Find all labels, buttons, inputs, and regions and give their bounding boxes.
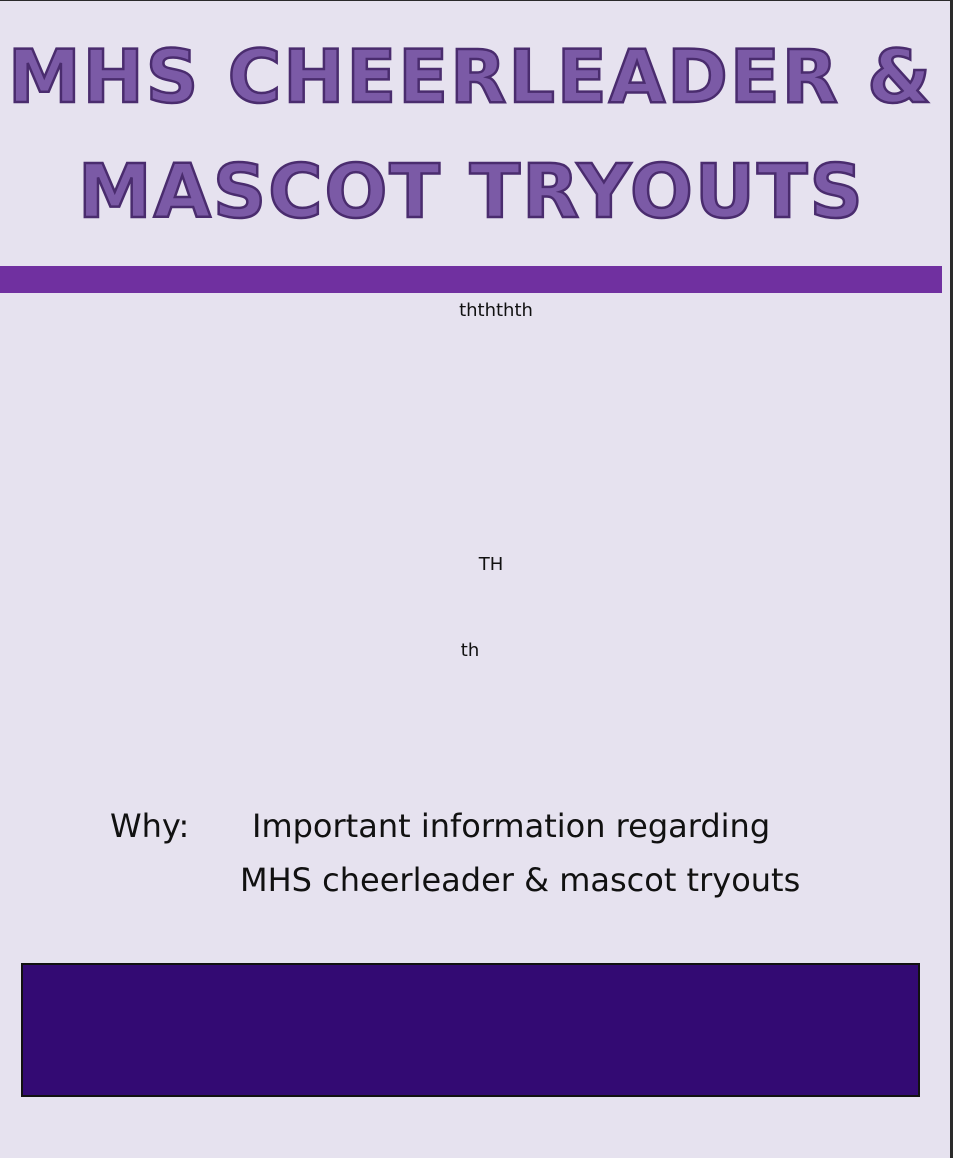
notice-box: [21, 963, 920, 1097]
who-line: [0, 300, 940, 330]
why-label: Why:: [110, 807, 190, 845]
why-line-1: Important information regarding: [252, 807, 771, 845]
why-line-2: MHS cheerleader & mascot tryouts: [240, 861, 801, 899]
grade-11-sup: th: [514, 300, 533, 321]
when-date-sup: TH: [478, 554, 504, 575]
grade-9-sup: th: [477, 300, 496, 321]
title-line-2: MASCOT TRYOUTS: [78, 149, 865, 235]
title-line-1: MHS CHEERLEADER &: [8, 35, 933, 120]
makeup-sup: th: [460, 640, 480, 661]
divider-bar: [0, 266, 942, 293]
grade-8-sup: th: [459, 300, 478, 321]
when-line: [0, 554, 940, 584]
makeup-line-1: [0, 640, 940, 670]
grade-10-sup: th: [496, 300, 515, 321]
